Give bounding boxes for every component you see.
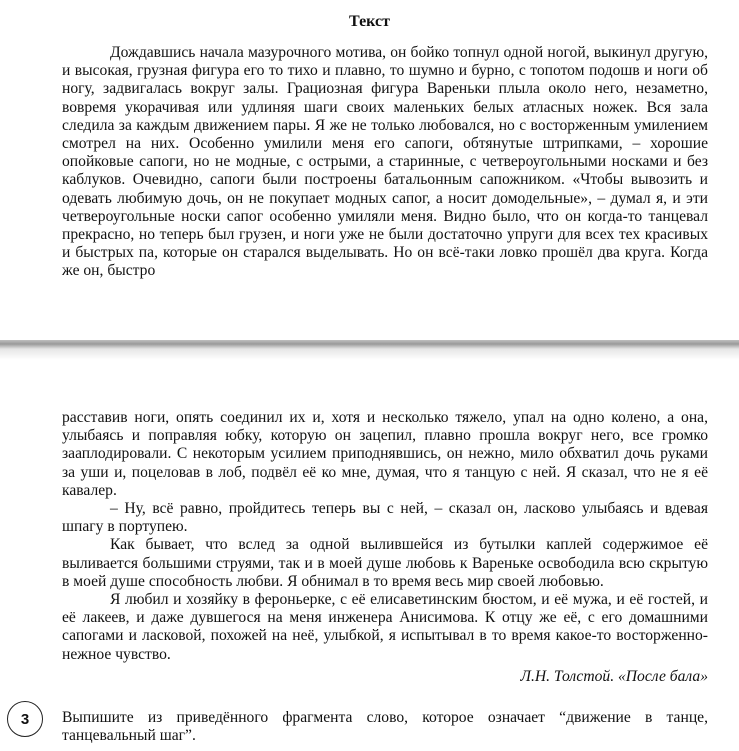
question-number-badge: 3 bbox=[7, 701, 43, 737]
paragraph: Я любил и хозяйку в фероньерке, с её елисаветинским бюстом, и её мужа, и её гостей, и её лакеев, и даже дувшегося на меня инженера Анисимова. К отцу же её, с его домашними сапогами и ласковой, похожей на неё, улыбкой, я испытывал в то время какое-то восторженно-нежное чувство. bbox=[62, 591, 708, 663]
text-fragment-top bbox=[62, 44, 708, 281]
text-fragment-bottom bbox=[62, 409, 708, 664]
paragraph: Дождавшись начала мазурочного мотива, он бойко топнул одной ногой, выкинул другую, и высокая, грузная фигура его то тихо и плавно, то шумно и бурно, с топотом подошв и ноги об ногу, задвигалась вокруг залы. Грациозная фигура Вареньки плыла около него, незаметно, вовремя укорачивая или удлиняя шаги своих маленьких белых атласных ножек. Вся зала следила за каждым движением пары. Я же не только любовался, но с восторженным умилением смотрел на них. Особенно умилили меня его сапоги, обтянутые штрипками, – хорошие опойковые сапоги, но не модные, с острыми, а старинные, с четвероугольными носками и без каблуков. Очевидно, сапоги были построены батальонным сапожником. «Чтобы вывозить и одевать любимую дочь, он не покупает модных сапог, а носит домодельные», – думал я, и эти четвероугольные носки сапог особенно умиляли меня. Видно было, что он когда-то танцевал прекрасно, но теперь был грузен, и ноги уже не были достаточно упруги для всех тех красивых и быстрых па, которые он старался выделывать. Но он всё-таки ловко прошёл два круга. Когда же он, быстро bbox=[62, 44, 708, 280]
question-text: Выпишите из приведённого фрагмента слово, которое означает “движение в танце, танцевальный шаг”. bbox=[62, 709, 708, 745]
paragraph: – Ну, всё равно, пройдитесь теперь вы с ней, – сказал он, ласково улыбаясь и вдевая шпагу в портупею. bbox=[62, 500, 708, 536]
paragraph: расставив ноги, опять соединил их и, хотя и несколько тяжело, упал на одно колено, а она, улыбаясь и поправляя юбку, которую он зацепил, плавно прошла вокруг него, все громко зааплодировали. С некоторым усилием приподнявшись, он нежно, мило обхватил дочь руками за уши и, поцеловав в лоб, подвёл её ко мне, думая, что я танцую с ней. Я сказал, что не я её кавалер. bbox=[62, 409, 708, 499]
source-attribution: Л.Н. Толстой. «После бала» bbox=[520, 668, 708, 685]
paragraph: Как бывает, что вслед за одной вылившейся из бутылки каплей содержимое её выливается большими струями, так и в моей душе любовь к Вареньке освободила всю скрытую в моей душе способность любви. Я обнимал в то время весь мир своей любовью. bbox=[62, 536, 708, 590]
page-break bbox=[0, 340, 739, 360]
text-title: Текст bbox=[349, 13, 390, 30]
